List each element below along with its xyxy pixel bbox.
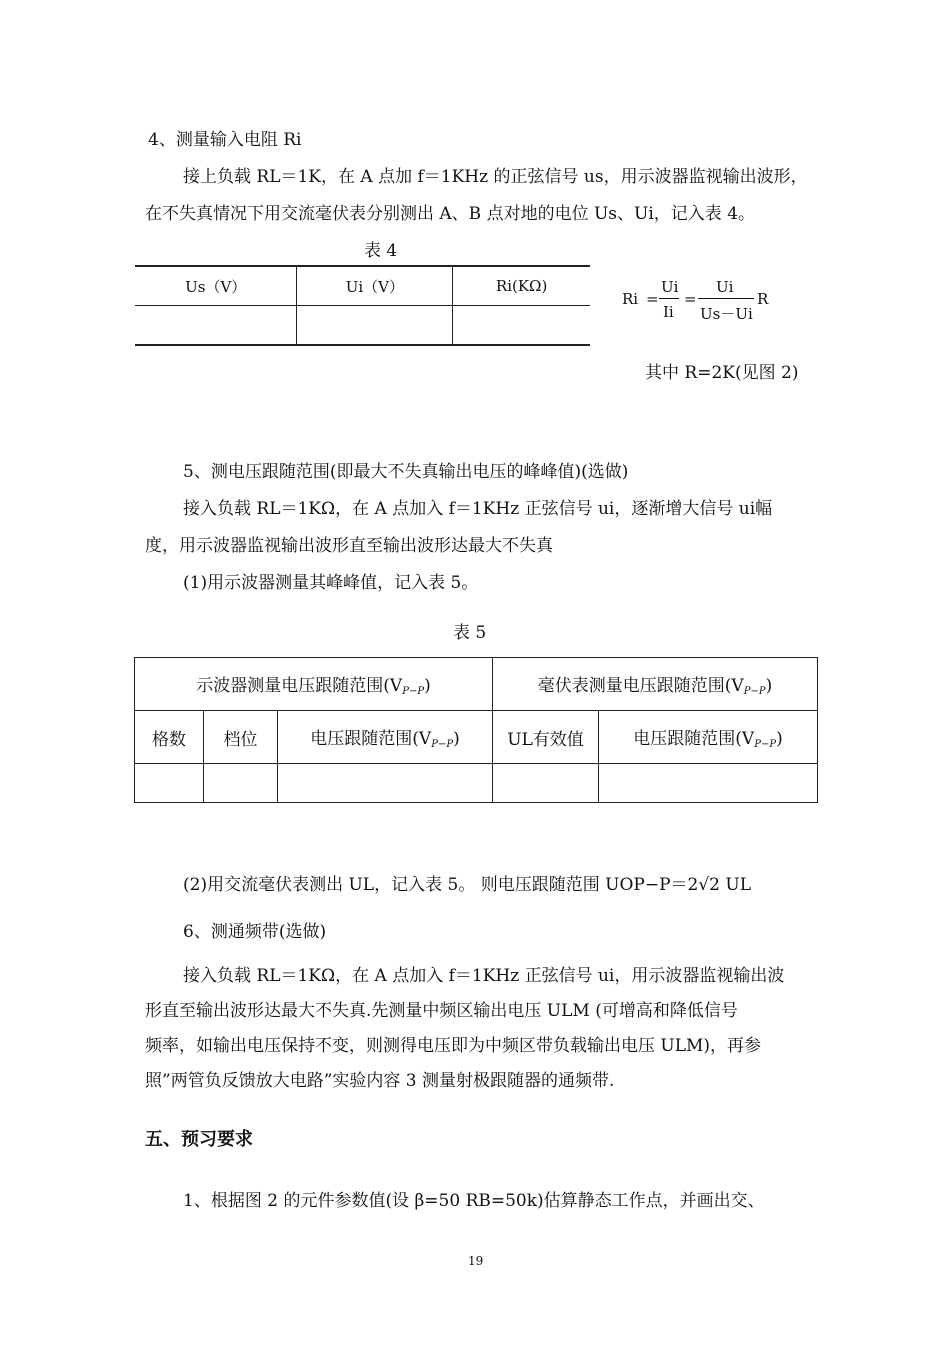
t5-col-range-mv: 电压跟随范围$(V_{P-P})$ (599, 711, 818, 764)
formula-eq2: = (684, 290, 697, 308)
table-4 (135, 265, 590, 346)
s5-heading: 5、测电压跟随范围(即最大不失真输出电压的峰峰值)(选做) (183, 462, 629, 482)
t4-cell (453, 306, 590, 346)
s6-line1: 接入负载 RL＝1KΩ，在 A 点加入 f＝1KHz 正弦信号 ui，用示波器监视输出波 (183, 966, 785, 986)
t4-cell (297, 306, 453, 346)
formula-den2: Us－Ui (700, 305, 753, 323)
t5-col-range-setting: 档位 (204, 711, 278, 764)
s4-note: 其中 R=2K(见图 2) (645, 363, 799, 383)
formula-tail: R (757, 290, 769, 308)
s6-heading: 6、测通频带(选做) (183, 922, 327, 942)
t5-cell (135, 764, 204, 803)
s4-heading: 4、测量输入电阻 Ri (148, 130, 302, 150)
t5-cell (599, 764, 818, 803)
table4-title: 表 4 (364, 241, 398, 261)
section5-item1: 1、根据图 2 的元件参数值(设 β=50 RB=50k)估算静态工作点，并画出交、 (183, 1191, 765, 1211)
t4-header-us: Us（V） (135, 266, 297, 306)
table5-title: 表 5 (453, 623, 487, 643)
section5-title: 五、预习要求 (145, 1129, 253, 1150)
s4-line2: 在不失真情况下用交流毫伏表分别测出 A、B 点对地的电位 Us、Ui，记入表 4。 (145, 204, 756, 224)
t5-group-millivoltmeter: 毫伏表测量电压跟随范围$(V_{P-P})$ (493, 658, 818, 711)
s5-line1: 接入负载 RL＝1KΩ，在 A 点加入 f＝1KHz 正弦信号 ui，逐渐增大信号 ui幅 (183, 499, 773, 519)
formula-num2: Ui (716, 278, 734, 296)
s6-line2: 形直至输出波形达最大不失真.先测量中频区输出电压 ULM (可增高和降低信号 (145, 1001, 738, 1021)
t5-cell (493, 764, 599, 803)
t5-col-ul: UL有效值 (493, 711, 599, 764)
t5-cell (204, 764, 278, 803)
formula-eq1: = (646, 290, 659, 308)
t4-header-ri: Ri(KΩ) (453, 266, 590, 306)
t5-group-oscilloscope: 示波器测量电压跟随范围$(V_{P-P})$ (135, 658, 493, 711)
s6-line3: 频率，如输出电压保持不变，则测得电压即为中频区带负载输出电压 ULM)，再参 (145, 1036, 762, 1056)
t4-cell (135, 306, 297, 346)
t5-col-range-osc: 电压跟随范围$(V_{P-P})$ (278, 711, 493, 764)
formula-den1: Ii (663, 303, 674, 321)
page-number: 19 (468, 1254, 484, 1268)
t5-col-cells: 格数 (135, 711, 204, 764)
s5-step1: (1)用示波器测量其峰峰值，记入表 5。 (183, 573, 479, 593)
t4-header-ui: Ui（V） (297, 266, 453, 306)
t5-cell (278, 764, 493, 803)
s5-line2: 度，用示波器监视输出波形直至输出波形达最大不失真 (145, 536, 553, 556)
formula-bar2 (698, 298, 754, 299)
formula-bar1 (659, 298, 679, 299)
table-5 (134, 657, 818, 803)
formula-num1: Ui (661, 278, 679, 296)
s5-step2: (2)用交流毫伏表测出 UL，记入表 5。 则电压跟随范围 UOP−P＝2√2 UL (183, 875, 751, 895)
formula-lhs: Ri (622, 290, 639, 308)
s4-line1: 接上负载 RL＝1K，在 A 点加 f＝1KHz 的正弦信号 us，用示波器监视输出波形， (183, 167, 808, 187)
s6-line4: 照”两管负反馈放大电路”实验内容 3 测量射极跟随器的通频带. (145, 1071, 615, 1091)
